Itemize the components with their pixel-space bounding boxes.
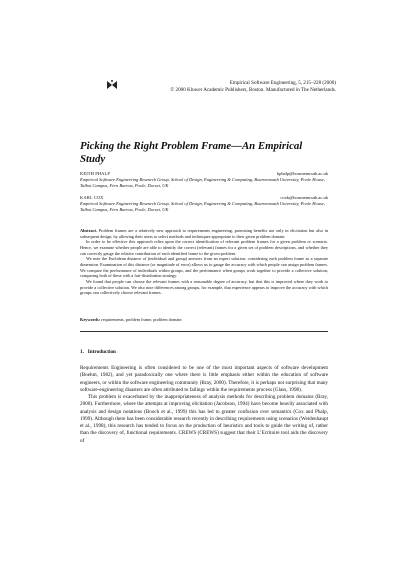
section-number: 1. bbox=[80, 349, 84, 355]
journal-masthead bbox=[116, 80, 336, 94]
author-name: KARL COX bbox=[80, 195, 104, 200]
abstract-paragraph: In order to be effective this approach relies upon the correct identification of relevant problem frames for a given problem or scenario. Hence, we examine whether people are able to identify the correct (relevant) frames for a given set of problem descriptions, and whether they can correctly gauge the relative contribution of each identified frame to the given problem. bbox=[80, 239, 328, 256]
abstract-label: Abstract. bbox=[80, 228, 98, 233]
author-email: coxk@bournemouth.ac.uk bbox=[280, 195, 328, 200]
keywords-label: Keywords: bbox=[80, 317, 101, 322]
abstract-text: Problem frames are a relatively new approach to requirements engineering, promising benefits not only in elicitation but also in subsequent design, by allowing their users to select methods and techniques appropriate to their given problem domain. bbox=[80, 228, 328, 239]
body-paragraph: Requirements Engineering is often considered to be one of the most important aspects of software development (Boehm, 1982), and yet paradoxically one where there is little emphasis either within the education of software engineers, or within the software engineering community (Bray, 2000). Therefore, it is perhaps not surprising that many software-engineering disasters are often attributed to failings within the requirements process (Glass, 1998). bbox=[80, 365, 328, 393]
author-block-2 bbox=[80, 195, 328, 212]
body-text bbox=[80, 365, 328, 445]
section-title: Introduction bbox=[87, 349, 116, 355]
abstract-paragraph: We note the Euclidean distance of (individual and group) answers from an expert solution, considering each problem frame as a separate dimension. Examination of this distance (or magnitude of error) allows us to gauge the accuracy with which people can assign problem frames. We compare the performance of individuals within groups, and the performance when groups work together to provide a collective solution, comparing both of these with a fair-distribution strategy. bbox=[80, 256, 328, 279]
author-affiliation: Empirical Software Engineering Research Group, School of Design, Engineering & Computing, Bournemouth University, Poole House, Talbot Campus, Fern Barrow, Poole, Dorset, UK bbox=[80, 176, 325, 188]
author-block-1 bbox=[80, 171, 328, 188]
copyright-line: © 2000 Kluwer Academic Publishers, Boston. Manufactured in The Netherlands. bbox=[170, 87, 336, 94]
author-email: kphalp@bournemouth.ac.uk bbox=[276, 171, 328, 176]
abstract-paragraph bbox=[80, 228, 328, 239]
publisher-logo-icon bbox=[106, 80, 118, 90]
paper-title: Picking the Right Problem Frame—An Empirical Study bbox=[80, 140, 303, 165]
author-name: KEITH PHALP bbox=[80, 171, 110, 176]
keywords bbox=[80, 317, 328, 323]
divider bbox=[80, 331, 328, 332]
journal-citation: Empirical Software Engineering, 5, 215–228 (2000) bbox=[229, 80, 336, 86]
abstract bbox=[80, 228, 328, 296]
body-paragraph: This problem is exacerbated by the inappropriateness of analysis methods for describing problem domains (Bray, 2000). Furthermore, where the attempts at improving elicitation (Jacobson, 1994) have become heavily associated with analysis and design notations (Booch et al., 1999) this has led to greater confusion over semantics (Cox and Phalp, 1999). Although there has been considerable research recently in describing requirements using scenarios (Weidenhaupt et al., 1998), this research has tended to focus on the production of heuristics and tools to guide the writing of, rather than the discovery of, functional requirements. CREWS (CREWS) suggest that their L’Ecritoire tool aids the discovery of bbox=[80, 394, 328, 444]
section-heading bbox=[80, 349, 116, 355]
keywords-text: requirements, problem frame, problem domain bbox=[101, 317, 182, 322]
abstract-paragraph: We found that people can choose the relevant frames with a reasonable degree of accuracy, but that this is improved where they work to provide a collective solution. We also note differences among groups, for example, that experience appears to improve the accuracy with which groups can collectively choose relevant frames. bbox=[80, 278, 328, 296]
author-affiliation: Empirical Software Engineering Research Group, School of Design, Engineering & Computing, Bournemouth University, Poole House, Talbot Campus, Fern Barrow, Poole, Dorset, UK bbox=[80, 200, 325, 212]
